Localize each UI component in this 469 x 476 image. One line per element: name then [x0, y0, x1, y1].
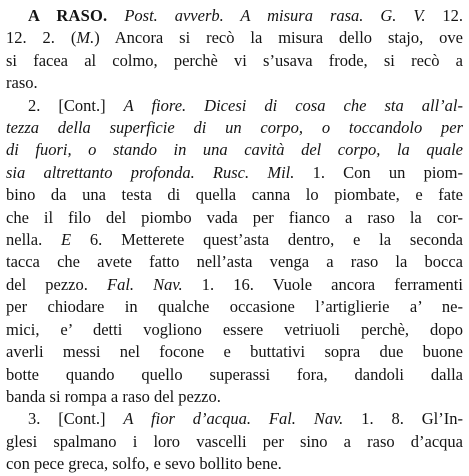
- text-line: [6, 27, 463, 49]
- text-segment: 1. Con un piom-: [294, 162, 463, 182]
- italic-text: sia altrettanto profonda. Rusc. Mil.: [6, 162, 295, 182]
- text-segment: mici, e’ detti vogliono essere vetriuoli perchè, dopo: [6, 319, 463, 339]
- entry-a-raso: [6, 5, 463, 95]
- text-segment: che il filo del piombo vada per fianco a raso la cor-: [6, 207, 463, 227]
- text-line: [6, 72, 463, 94]
- text-line: [6, 386, 463, 408]
- text-line: [6, 319, 463, 341]
- text-segment: 1. 8. Gl’In-: [343, 409, 463, 429]
- entry-a-fior-d-acqua: [6, 408, 463, 475]
- text-segment: glesi spalmano i loro vascelli per sino a raso d’acqua: [6, 431, 463, 451]
- text-line: [6, 251, 463, 273]
- text-line: [6, 431, 463, 453]
- text-segment: tacca che avete fatto nell’asta venga a raso la bocca: [6, 252, 463, 272]
- text-segment: si facea al colmo, perchè vi s’usava frode, si recò a: [6, 50, 463, 70]
- text-line: [6, 50, 463, 72]
- text-segment: nella.: [6, 230, 62, 250]
- italic-text: E: [61, 230, 72, 250]
- text-segment: 1. 16. Vuole ancora ferramenti: [182, 274, 463, 294]
- headword: A RASO.: [28, 6, 108, 25]
- text-segment: bino da una testa di quella canna lo piombate, e fate: [6, 185, 463, 205]
- text-segment: [107, 6, 124, 25]
- text-segment: per chiodare in qualche occasione l’artiglierie a’ ne-: [6, 297, 463, 317]
- text-segment: ) Ancora si recò la misura dello stajo, ove: [94, 28, 463, 48]
- text-line: [6, 364, 463, 386]
- text-line: [6, 453, 463, 475]
- italic-text: di fuori, o stando in una cavità del corpo, la quale: [6, 140, 463, 160]
- text-segment: 12. 2. (: [6, 28, 77, 48]
- text-line: [6, 296, 463, 318]
- text-segment: con pece greca, solfo, e sevo bollito bene.: [6, 454, 282, 474]
- text-line: [6, 162, 463, 184]
- text-line: [6, 184, 463, 206]
- italic-text: Post. avverb. A misura rasa. G. V.: [124, 6, 426, 25]
- text-line: [6, 95, 463, 117]
- italic-text: tezza della superficie di un corpo, o toccandolo per: [6, 118, 463, 138]
- text-line: [6, 408, 463, 430]
- text-segment: 6. Metterete quest’asta dentro, e la seconda: [71, 230, 463, 250]
- italic-text: A fiore. Dicesi di cosa che sta all’al-: [123, 95, 463, 115]
- text-segment: 2. [Cont.]: [28, 95, 124, 115]
- text-line: [6, 5, 463, 27]
- text-line: [6, 229, 463, 251]
- text-line: [6, 274, 463, 296]
- text-segment: averli messi nel focone e buttativi sopra due buone: [6, 342, 463, 362]
- text-line: [6, 139, 463, 161]
- italic-text: M.: [76, 28, 95, 48]
- text-segment: del pezzo.: [6, 274, 107, 294]
- text-line: [6, 117, 463, 139]
- text-segment: botte quando quello superassi fora, dandoli dalla: [6, 364, 463, 384]
- entry-a-fiore: [6, 95, 463, 409]
- italic-text: Fal. Nav.: [107, 274, 183, 294]
- text-segment: raso.: [6, 73, 38, 93]
- text-line: [6, 341, 463, 363]
- text-segment: 12.: [425, 6, 464, 25]
- text-segment: banda si rompa a raso del pezzo.: [6, 386, 221, 406]
- italic-text: A fior d’acqua. Fal. Nav.: [123, 409, 344, 429]
- text-segment: 3. [Cont.]: [28, 409, 124, 429]
- text-line: [6, 207, 463, 229]
